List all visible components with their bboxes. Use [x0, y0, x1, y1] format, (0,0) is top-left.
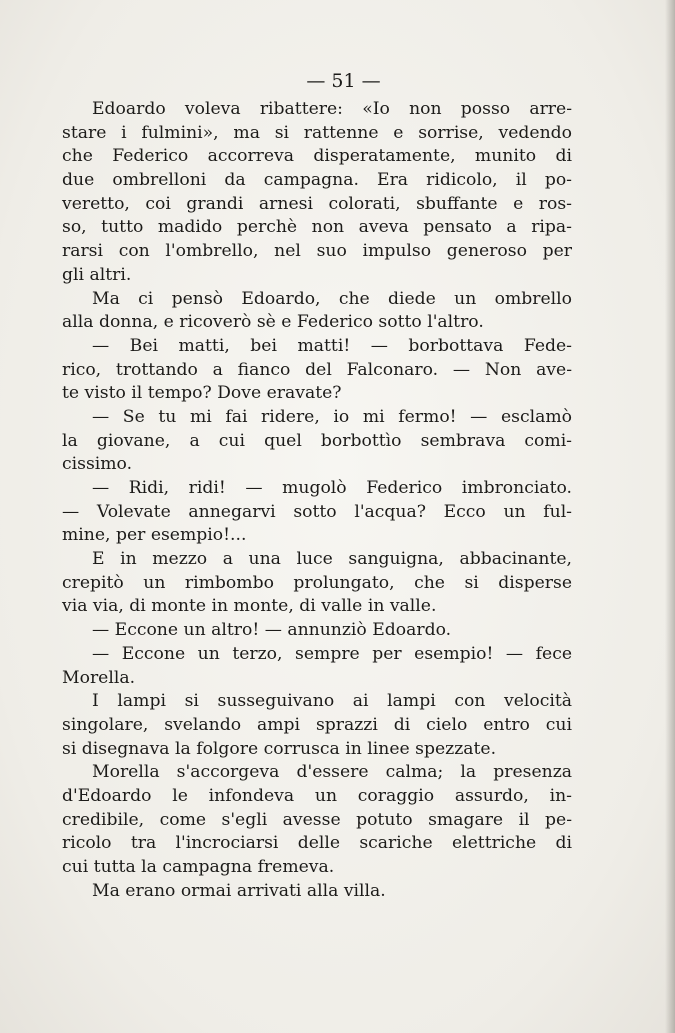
text-line: alla donna, e ricoverò sè e Federico sotto l'altro. [62, 312, 484, 333]
text-line: Edoardo voleva ribattere: «Io non posso arre- [92, 99, 572, 119]
text-line: — Ridi, ridi! — mugolò Federico imbronciato. [92, 478, 572, 498]
text-line: stare i fulmini», ma si rattenne e sorrise, vedendo [62, 122, 572, 143]
page-number: — 51 — [306, 70, 381, 92]
text-line: rico, trottando a fianco del Falconaro. — Non ave- [62, 359, 572, 380]
text-line: I lampi si susseguivano ai lampi con velocità [92, 691, 572, 712]
text-line: d'Edoardo le infondeva un coraggio assurdo, in- [62, 785, 572, 806]
text-line: via via, di monte in monte, di valle in valle. [62, 596, 437, 617]
text-line: veretto, coi grandi arnesi colorati, sbuffante e ros- [62, 193, 572, 214]
text-line: — Eccone un altro! — annunziò Edoardo. [92, 620, 452, 641]
body-text [62, 98, 572, 903]
text-line: crepitò un rimbombo prolungato, che si disperse [62, 572, 572, 593]
text-line: due ombrelloni da campagna. Era ridicolo, il po- [62, 170, 572, 191]
text-line: — Eccone un terzo, sempre per esempio! — fece [92, 643, 572, 664]
text-line: cissimo. [62, 454, 133, 475]
text-line: la giovane, a cui quel borbottìo sembrava comi- [62, 430, 572, 451]
text-line: che Federico accorreva disperatamente, munito di [62, 146, 572, 167]
text-line: credibile, come s'egli avesse potuto smagare il pe- [62, 809, 572, 830]
text-line: Morella s'accorgeva d'essere calma; la presenza [92, 762, 572, 783]
text-line: ricolo tra l'incrociarsi delle scariche elettriche di [62, 833, 572, 854]
text-line: E in mezzo a una luce sanguigna, abbacinante, [92, 549, 572, 570]
text-line: — Volevate annegarvi sotto l'acqua? Ecco un ful- [62, 501, 572, 522]
text-line: gli altri. [62, 264, 132, 285]
text-line: Ma ci pensò Edoardo, che diede un ombrello [92, 288, 572, 309]
text-line: singolare, svelando ampi sprazzi di cielo entro cui [62, 714, 572, 735]
text-line: — Bei matti, bei matti! — borbottava Fede- [92, 335, 572, 356]
text-line: mine, per esempio!... [62, 525, 247, 546]
text-line: — Se tu mi fai ridere, io mi fermo! — esclamò [92, 406, 572, 427]
text-line: si disegnava la folgore corrusca in linee spezzate. [62, 738, 497, 759]
text-line: Ma erano ormai arrivati alla villa. [92, 880, 386, 901]
text-line: te visto il tempo? Dove eravate? [62, 383, 342, 404]
page-edge-shadow [665, 0, 675, 1033]
text-line: rarsi con l'ombrello, nel suo impulso generoso per [62, 241, 572, 262]
text-line: cui tutta la campagna fremeva. [62, 857, 335, 877]
text-line: Morella. [62, 667, 136, 688]
text-line: so, tutto madido perchè non aveva pensato a ripa- [62, 217, 572, 238]
